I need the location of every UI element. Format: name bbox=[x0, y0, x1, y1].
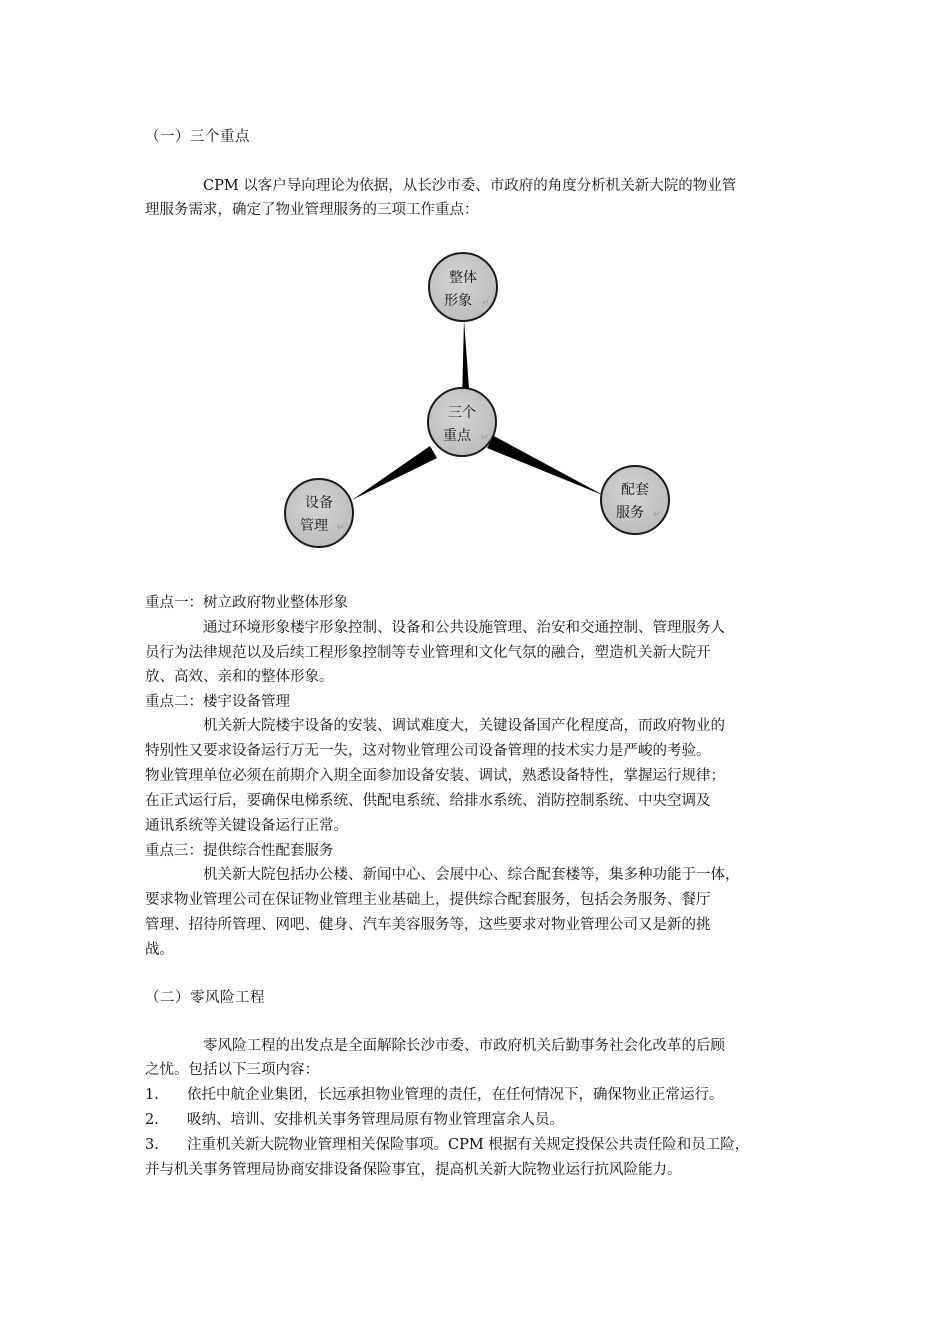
intro-line-1: CPM 以客户导向理论为依据，从长沙市委、市政府的角度分析机关新大院的物业管 bbox=[203, 178, 737, 194]
item-1-text: 依托中航企业集团，长远承担物业管理的责任，在任何情况下，确保物业正常运行。 bbox=[187, 1087, 724, 1103]
item-3-text-line-2: 并与机关事务管理局协商安排设备保险事宜，提高机关新大院物业运行抗风险能力。 bbox=[145, 1162, 682, 1178]
point-1-line-3: 放、高效、亲和的整体形象。 bbox=[145, 669, 334, 685]
point-2-line-2: 特别性又要求设备运行万无一失，这对物业管理公司设备管理的技术实力是严峻的考验。 bbox=[145, 743, 711, 759]
item-3-number: 3. bbox=[145, 1137, 159, 1153]
right-node-line2: 服务 bbox=[616, 505, 644, 521]
point-1-line-2: 员行为法律规范以及后续工程形象控制等专业管理和文化气氛的融合，塑造机关新大院开 bbox=[145, 645, 711, 661]
point-1-title: 重点一：树立政府物业整体形象 bbox=[145, 595, 348, 611]
circle-equipment-management bbox=[285, 479, 353, 547]
section-heading-2: （二）零风险工程 bbox=[145, 990, 265, 1006]
spoke-right bbox=[487, 436, 605, 496]
point-1-line-1: 通过环境形象楼宇形象控制、设备和公共设施管理、治安和交通控制、管理服务人 bbox=[203, 620, 725, 636]
section2-intro-line-2: 之忧。包括以下三项内容： bbox=[145, 1062, 319, 1078]
right-node-line1: 配套 bbox=[621, 482, 649, 498]
point-3-line-2: 要求物业管理公司在保证物业管理主业基础上，提供综合配套服务，包括会务服务、餐厅 bbox=[145, 892, 711, 908]
section-heading-1: （一）三个重点 bbox=[145, 129, 250, 145]
circle-three-focus bbox=[428, 388, 496, 456]
section2-intro-line-1: 零风险工程的出发点是全面解除长沙市委、市政府机关后勤事务社会化改革的后顾 bbox=[203, 1038, 725, 1054]
item-3-text-line-1: 注重机关新大院物业管理相关保险事项。CPM 根据有关规定投保公共责任险和员工险， bbox=[187, 1137, 750, 1153]
point-2-title: 重点二：楼宇设备管理 bbox=[145, 694, 290, 710]
point-3-title: 重点三：提供综合性配套服务 bbox=[145, 843, 334, 859]
item-2-number: 2. bbox=[145, 1112, 159, 1128]
left-node-line2: 管理 bbox=[300, 518, 328, 534]
center-node-line2: 重点 bbox=[443, 428, 471, 444]
intro-line-2: 理服务需求，确定了物业管理服务的三项工作重点： bbox=[145, 202, 479, 218]
point-3-line-4: 战。 bbox=[145, 942, 174, 958]
three-focus-diagram bbox=[270, 240, 690, 560]
item-2-text: 吸纳、培训、安排机关事务管理局原有物业管理富余人员。 bbox=[187, 1112, 564, 1128]
spoke-left bbox=[352, 446, 437, 500]
point-3-line-1: 机关新大院包括办公楼、新闻中心、会展中心、综合配套楼等，集多种功能于一体， bbox=[203, 867, 740, 883]
point-3-line-3: 管理、招待所管理、网吧、健身、汽车美容服务等，这些要求对物业管理公司又是新的挑 bbox=[145, 917, 711, 933]
item-1-number: 1. bbox=[145, 1087, 159, 1103]
return-mark: ↵ bbox=[482, 298, 490, 308]
left-node-line1: 设备 bbox=[305, 495, 333, 511]
top-node-line2: 形象 bbox=[444, 293, 472, 309]
top-node-line1: 整体 bbox=[449, 270, 477, 286]
return-mark: ↵ bbox=[481, 433, 489, 443]
point-2-line-1: 机关新大院楼宇设备的安装、调试难度大，关键设备国产化程度高，而政府物业的 bbox=[203, 718, 725, 734]
center-node-line1: 三个 bbox=[448, 405, 476, 421]
point-2-line-5: 通讯系统等关键设备运行正常。 bbox=[145, 818, 348, 834]
circle-overall-image bbox=[429, 253, 497, 321]
point-2-line-3: 物业管理单位必须在前期介入期全面参加设备安装、调试，熟悉设备特性，掌握运行规律； bbox=[145, 768, 725, 784]
point-2-line-4: 在正式运行后，要确保电梯系统、供配电系统、给排水系统、消防控制系统、中央空调及 bbox=[145, 793, 711, 809]
circle-support-services bbox=[601, 466, 669, 534]
return-mark: ↵ bbox=[653, 510, 661, 520]
return-mark: ↵ bbox=[337, 523, 345, 533]
